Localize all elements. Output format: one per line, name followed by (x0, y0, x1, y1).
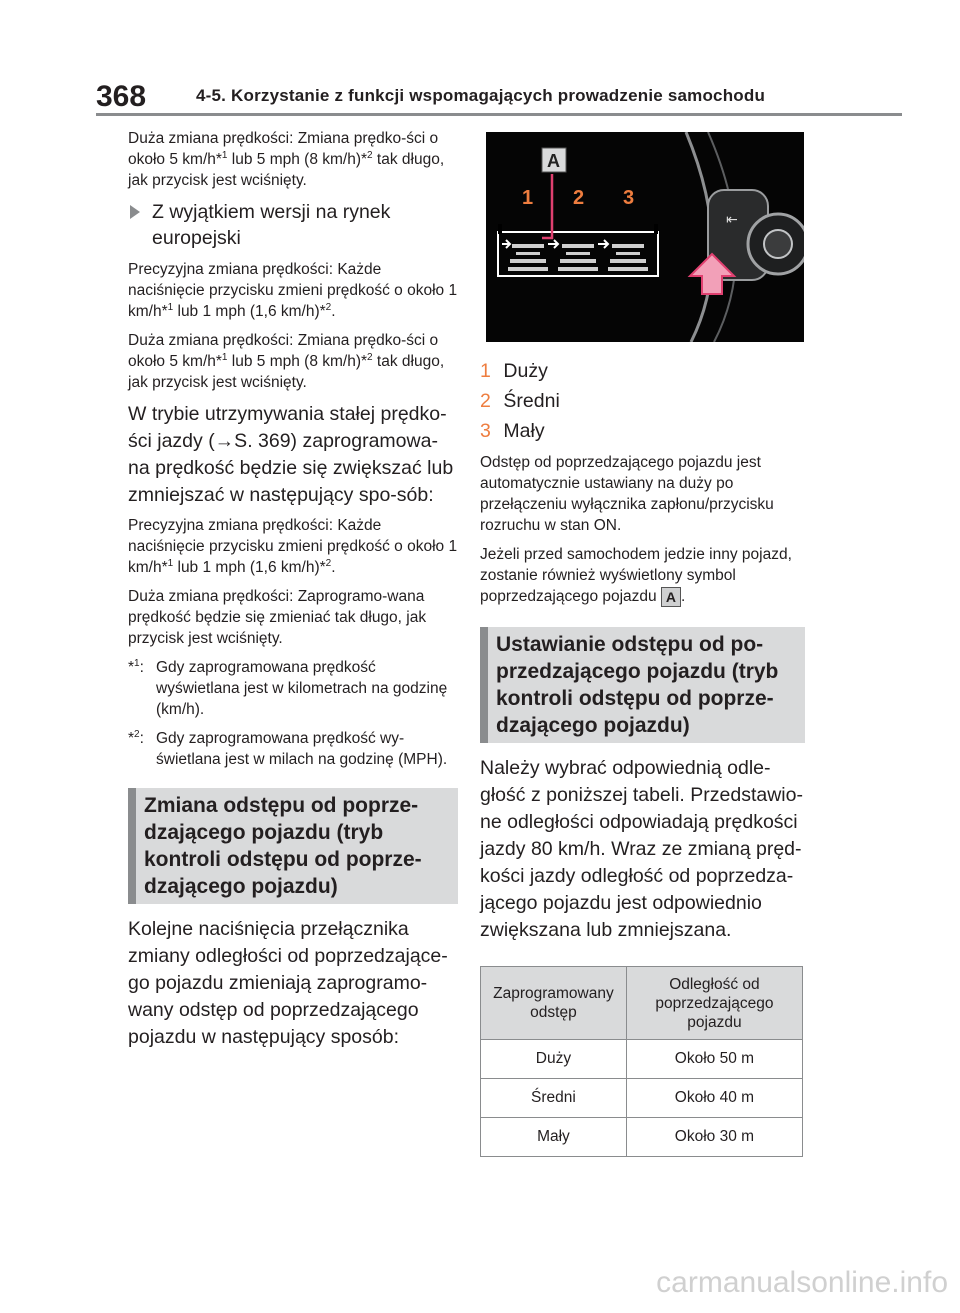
paragraph: Duża zmiana prędkości: Zmiana prędko-ści o około 5 km/h*$^1$ lub 5 mph (8 km/h)*$^2$ tak długo, jak przycisk jest wciśnięty. (128, 332, 445, 391)
list-item: 2 Średni (480, 390, 560, 412)
paragraph: Odstęp od poprzedzającego pojazdu jest automatycznie ustawiany na duży po przełączeniu wyłącznika zapłonu/przycisku rozruchu w stan ON. (480, 454, 774, 534)
paragraph: W trybie utrzymywania stałej prędko-ści jazdy (→S. 369) zaprogramowa-na prędkość będzie się zwiększać lub zmniejszać w następujący spo-sób: (128, 403, 454, 506)
list-item: 3 Mały (480, 420, 545, 442)
paragraph: Kolejne naciśnięcia przełącznika zmiany odległości od poprzedzające-go pojazdu zmieniają zaprogramo-wany odstęp od poprzedzającego pojazdu w następujący sposób: (128, 918, 448, 1048)
footnote-2: *$^2$: Gdy zaprogramowana prędkość wy-świetlana jest w milach na godzinę (MPH). (128, 728, 448, 768)
vehicle-symbol-badge: A (661, 587, 681, 607)
right-column (480, 128, 805, 1157)
label-a: A (547, 151, 560, 171)
label-3: 3 (623, 187, 635, 209)
table-cell: Mały (481, 1118, 627, 1157)
table-header: Odległość od poprzedzającego pojazdu (626, 967, 802, 1040)
table-row (481, 1079, 803, 1118)
label-2: 2 (573, 187, 585, 209)
list-item: 1 Duży (480, 360, 548, 382)
table-cell: Średni (481, 1079, 627, 1118)
table-cell: Około 40 m (626, 1079, 802, 1118)
table-cell: Duży (481, 1040, 627, 1079)
paragraph: Duża zmiana prędkości: Zmiana prędko-ści o około 5 km/h*$^1$ lub 5 mph (8 km/h)*$^2$ tak długo, jak przycisk jest wciśnięty. (128, 130, 445, 189)
label-1: 1 (522, 187, 534, 209)
paragraph: Należy wybrać odpowiednią odle-głość z poniższej tabeli. Przedstawio-ne odległości odpowiadają prędkości jazdy 80 km/h. Wraz ze zmianą pręd-kości jazdy odległość od poprzedza-jącego pojazdu jest odpowiednio zwiększana lub zmniejszana. (480, 757, 803, 941)
steering-switch-figure (486, 132, 804, 342)
table-cell: Około 30 m (626, 1118, 802, 1157)
distance-table (480, 966, 803, 1157)
svg-text:⇤: ⇤ (726, 212, 738, 228)
left-column (128, 128, 458, 1057)
paragraph: Jeżeli przed samochodem jedzie inny pojazd, zostanie również wyświetlony symbol poprzedzającego pojazdu A . (480, 546, 792, 605)
watermark: carmanualsonline.info (656, 1266, 948, 1299)
header-divider (96, 113, 902, 116)
paragraph: Precyzyjna zmiana prędkości: Każde naciśnięcie przycisku zmieni prędkość o około 1 km/h*$^1$ lub 1 mph (1,6 km/h)*$^2$. (128, 517, 458, 576)
chapter-title: 4-5. Korzystanie z funkcji wspomagających prowadzenie samochodu (196, 86, 766, 105)
paragraph: Precyzyjna zmiana prędkości: Każde naciśnięcie przycisku zmieni prędkość o około 1 km/h*$^1$ lub 1 mph (1,6 km/h)*$^2$. (128, 261, 458, 320)
page-number: 368 (96, 80, 147, 113)
footnote-1: *$^1$: Gdy zaprogramowana prędkość wyświetlana jest w kilometrach na godzinę (km/h). (128, 657, 448, 718)
bullet-heading: Z wyjątkiem wersji na rynek europejski (128, 199, 458, 251)
table-header-row (481, 967, 803, 1040)
section-heading: Ustawianie odstępu od po-przedzającego pojazdu (tryb kontroli odstępu od poprze-dzającego pojazdu) (480, 627, 805, 743)
switch-illustration (486, 132, 804, 342)
triangle-bullet-icon (130, 205, 140, 219)
section-heading: Zmiana odstępu od poprze-dzającego pojazdu (tryb kontroli odstępu od poprze-dzającego pojazdu) (128, 788, 458, 904)
table-header: Zaprogramowany odstęp (481, 967, 627, 1040)
table-row (481, 1040, 803, 1079)
table-row (481, 1118, 803, 1157)
paragraph: Duża zmiana prędkości: Zaprogramo-wana prędkość będzie się zmieniać tak długo, jak przycisk jest wciśnięty. (128, 588, 427, 647)
table-cell: Około 50 m (626, 1040, 802, 1079)
